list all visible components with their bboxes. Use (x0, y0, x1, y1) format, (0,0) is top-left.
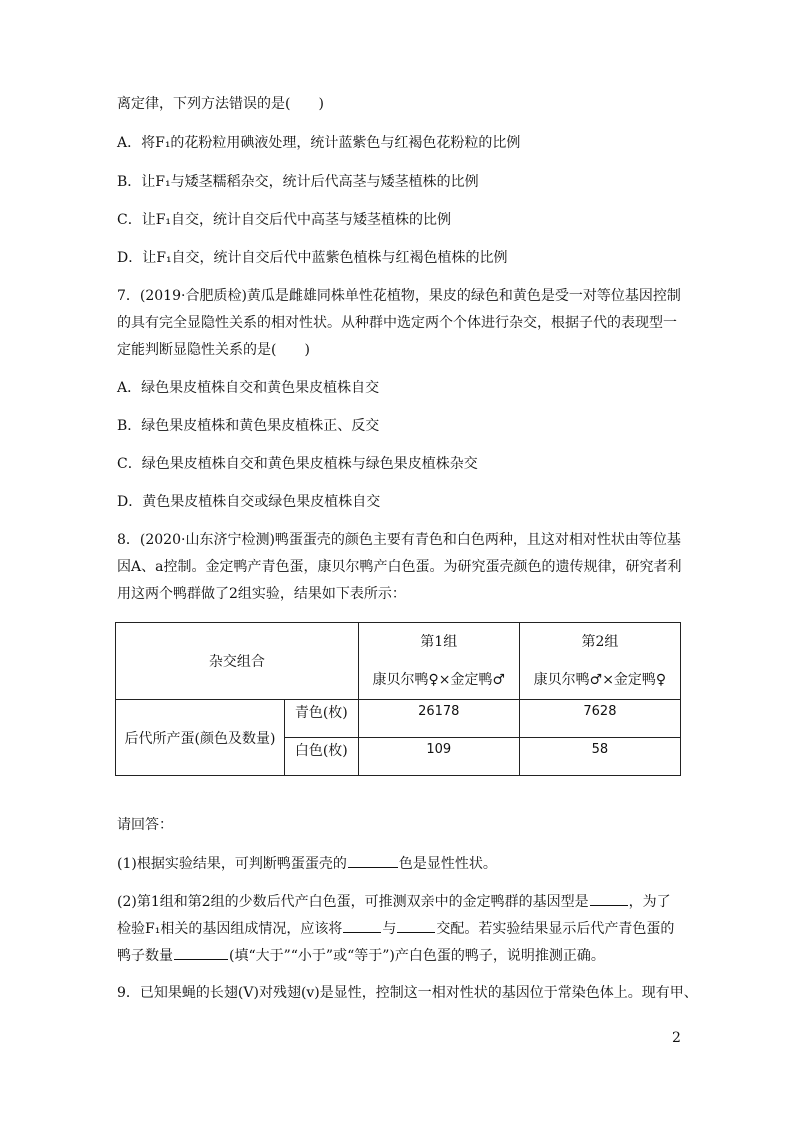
question-8-line-2: 因A、a控制。金定鸭产青色蛋，康贝尔鸭产白色蛋。为研究蛋壳颜色的遗传规律，研究者利 (117, 559, 682, 575)
sub-question-2-text-2: ，为了 (628, 894, 671, 910)
page-number: 2 (672, 1030, 681, 1046)
offspring-eggs-label: 后代所产蛋(颜色及数量) (116, 700, 285, 776)
sub-question-2-line-2 (117, 918, 674, 939)
sub-question-2-text-7: (填“大于”“小于”或“等于”)产白色蛋的鸭子，说明推测正确。 (229, 948, 605, 964)
answer-blank[interactable] (343, 918, 381, 933)
question-7-option-b: B．绿色果皮植株和黄色果皮植株正、反交 (117, 418, 380, 434)
answer-blank[interactable] (590, 891, 628, 906)
sub-question-1-text-1: (1)根据实验结果，可判断鸭蛋蛋壳的 (117, 856, 347, 872)
cell-group-1-cyan: 26178 (358, 700, 519, 738)
question-7-option-c: C．绿色果皮植株自交和黄色果皮植株与绿色果皮植株杂交 (117, 456, 478, 472)
group-1-cross: 康贝尔鸭♀×金定鸭♂ (372, 672, 505, 688)
group-2-title: 第2组 (581, 634, 619, 650)
group-2-header (519, 623, 680, 700)
question-8-line-3: 用这两个鸭群做了2组实验，结果如下表所示： (117, 586, 406, 602)
sub-question-2-line-1 (117, 891, 671, 912)
cross-combination-header: 杂交组合 (116, 623, 359, 700)
sub-question-1 (117, 853, 497, 874)
option-c: C．让F₁自交，统计自交后代中高茎与矮茎植株的比例 (117, 212, 452, 228)
option-a: A．将F₁的花粉粒用碘液处理，统计蓝紫色与红褐色花粉粒的比例 (117, 135, 521, 151)
sub-question-2-text-5: 交配。若实验结果显示后代产青色蛋的 (436, 921, 675, 937)
answer-blank[interactable] (348, 853, 398, 868)
option-d: D．让F₁自交，统计自交后代中蓝紫色植株与红褐色植株的比例 (117, 250, 508, 266)
question-7-option-a: A．绿色果皮植株自交和黄色果皮植株自交 (117, 380, 380, 396)
answer-blank[interactable] (397, 918, 435, 933)
group-1-title: 第1组 (420, 634, 458, 650)
sub-question-2-text-3: 检验F₁相关的基因组成情况，应该将 (117, 921, 343, 937)
answer-prompt: 请回答： (117, 817, 173, 833)
question-7-line-2: 的具有完全显隐性关系的相对性状。从种群中选定两个个体进行杂交，根据子代的表现型一 (117, 315, 677, 331)
group-2-cross: 康贝尔鸭♂×金定鸭♀ (533, 672, 667, 688)
sub-question-2-text-4: 与 (382, 921, 397, 937)
sub-question-2-line-3 (117, 945, 605, 966)
question-7-line-1: 7．(2019·合肥质检)黄瓜是雌雄同株单性花植物，果皮的绿色和黄色是受一对等位基因控制 (117, 288, 681, 304)
sub-question-1-text-2: 色是显性性状。 (398, 856, 497, 872)
row-label-white: 白色(枚) (284, 738, 358, 776)
option-b: B．让F₁与矮茎糯稻杂交，统计后代高茎与矮茎植株的比例 (117, 174, 479, 190)
sub-question-2-text-6: 鸭子数量 (117, 948, 173, 964)
question-9-line-1: 9．已知果蝇的长翅(V)对残翅(v)是显性，控制这一相对性状的基因位于常染色体上。现有甲、 (117, 985, 698, 1001)
answer-blank[interactable] (174, 945, 228, 960)
cell-group-1-white: 109 (358, 738, 519, 776)
question-7-line-3: 定能判断显隐性关系的是( ) (117, 342, 310, 358)
question-7-option-d: D．黄色果皮植株自交或绿色果皮植株自交 (117, 494, 381, 510)
row-label-cyan: 青色(枚) (284, 700, 358, 738)
group-1-header (358, 623, 519, 700)
sub-question-2-text-1: (2)第1组和第2组的少数后代产白色蛋，可推测双亲中的金定鸭群的基因型是 (117, 894, 589, 910)
results-table (115, 622, 681, 776)
cell-group-2-cyan: 7628 (519, 700, 680, 738)
cell-group-2-white: 58 (519, 738, 680, 776)
question-8-line-1: 8．(2020·山东济宁检测)鸭蛋蛋壳的颜色主要有青色和白色两种，且这对相对性状由等位基 (117, 532, 681, 548)
text-line: 离定律，下列方法错误的是( ) (117, 96, 324, 112)
